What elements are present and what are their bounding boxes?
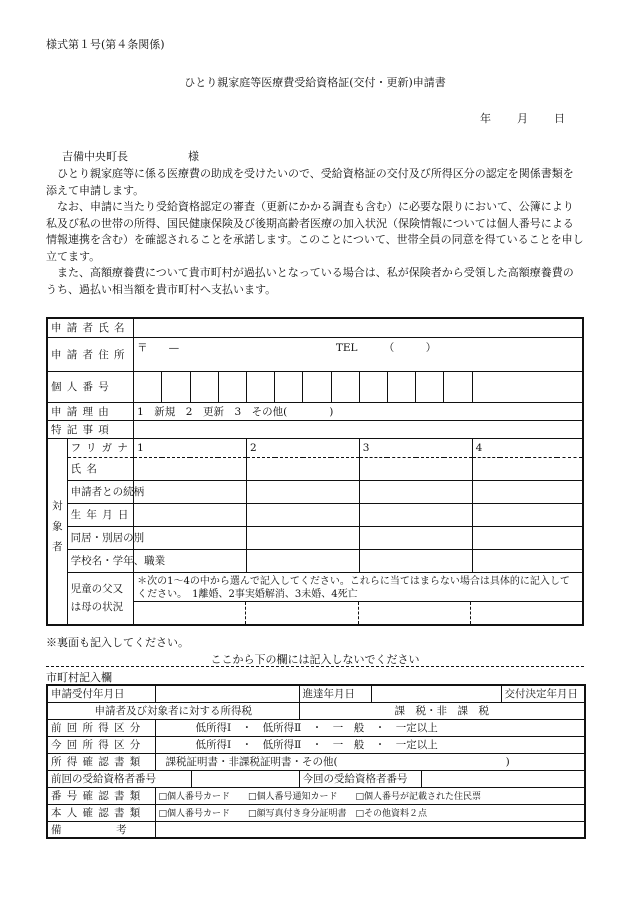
prev-income-options[interactable]: 低所得Ⅰ ・ 低所得Ⅱ ・ 一 般 ・ 一定以上 (155, 719, 585, 736)
residence-1[interactable] (134, 526, 247, 549)
notes-label: 特記事項 (47, 420, 134, 438)
my-number-digit[interactable] (246, 371, 274, 402)
target-name-1[interactable] (134, 457, 247, 480)
applicant-address-label: 申請者住所 (47, 337, 134, 371)
form-title: ひとり親家庭等医療費受給資格証(交付・更新)申請書 (184, 76, 446, 89)
my-number-digit[interactable] (190, 371, 218, 402)
my-number-digit[interactable] (162, 371, 190, 402)
target-name-2[interactable] (246, 457, 359, 480)
birthdate-1[interactable] (134, 503, 247, 526)
relation-3[interactable] (359, 480, 472, 503)
applicant-name-field[interactable] (134, 318, 583, 337)
income-docs-options[interactable]: 課税証明書・非課税証明書・その他( ) (155, 753, 585, 770)
applicant-name-label: 申請者氏名 (47, 318, 134, 337)
parent-status-2[interactable] (246, 602, 358, 624)
residence-3[interactable] (359, 526, 472, 549)
curr-income-label: 今回所得区分 (47, 736, 155, 753)
id-docs-label: 本人確認書類 (47, 804, 155, 821)
relation-label: 申請者との続柄 (67, 480, 133, 503)
tax-status-options[interactable]: 課 税・非 課 税 (299, 702, 585, 719)
birthdate-2[interactable] (246, 503, 359, 526)
school-job-3[interactable] (359, 549, 472, 572)
my-number-digit[interactable] (444, 371, 472, 402)
curr-cert-no-label: 今回の受給資格者番号 (299, 770, 421, 787)
cut-line (46, 666, 584, 667)
furigana-1[interactable]: 1 (134, 438, 247, 457)
id-docs-options[interactable]: □個人番号カード □顔写真付き身分証明書 □その他資料２点 (155, 804, 585, 821)
curr-cert-no-field[interactable] (421, 770, 585, 787)
relation-2[interactable] (246, 480, 359, 503)
residence-label: 同居・別居の別 (67, 526, 133, 549)
prev-cert-no-field[interactable] (191, 770, 299, 787)
parent-status-1[interactable] (134, 602, 246, 624)
my-number-blank (472, 371, 583, 402)
parent-status-label: 児童の父又は母の状況 (67, 572, 133, 625)
prev-cert-no-label: 前回の受給資格者番号 (47, 770, 191, 787)
furigana-4[interactable]: 4 (472, 438, 583, 457)
target-name-label: 氏名 (67, 457, 133, 480)
my-number-digit[interactable] (416, 371, 444, 402)
consent-text: ひとり親家庭等に係る医療費の助成を受けたいので、受給資格証の交付及び所得区分の認定を関係書類を添えて申請します。 なお、申請に当たり受給資格認定の審査（更新にかかる調査も含む）に必要な限りにおいて、公簿により私及び私の世帯の所得、国民健康保険及び後期高齢者医療の加入状況（保険情報については個人番号による情報連携を含む）を確認されることを承諾します。このことについて、世帯全員の同意を得ていることを申し立てます。 また、高額療養費について貴市町村が過払いとなっている場合は、私が保険者から受領した高額療養費のうち、過払い相当額を貴市町村へ支払います。 (46, 167, 584, 296)
progress-date-label: 進達年月日 (299, 685, 371, 702)
target-person-label: 対象者 (47, 438, 67, 625)
my-number-digit[interactable] (303, 371, 331, 402)
parent-status-3[interactable] (359, 602, 471, 624)
prev-income-label: 前回所得区分 (47, 719, 155, 736)
my-number-label: 個人番号 (47, 371, 134, 402)
parent-status-4[interactable] (471, 602, 582, 624)
tel-field: TEL （ ） (335, 341, 437, 354)
reason-label: 申請理由 (47, 402, 134, 420)
residence-4[interactable] (472, 526, 583, 549)
applicant-address-field[interactable] (134, 337, 583, 371)
do-not-fill-note: ここから下の欄には記入しないでください (210, 653, 420, 666)
parent-status-cell (134, 572, 583, 625)
birthdate-3[interactable] (359, 503, 472, 526)
my-number-digit[interactable] (134, 371, 162, 402)
curr-income-options[interactable]: 低所得Ⅰ ・ 低所得Ⅱ ・ 一 般 ・ 一定以上 (155, 736, 585, 753)
office-table (46, 684, 586, 839)
furigana-3[interactable]: 3 (359, 438, 472, 457)
school-job-4[interactable] (472, 549, 583, 572)
issued-date-label: 交付決定年月日 (504, 688, 579, 701)
form-number: 様式第１号(第４条関係) (46, 38, 165, 51)
received-date-label: 申請受付年月日 (47, 685, 155, 702)
mynum-docs-options[interactable]: □個人番号カード □個人番号通知カード □個人番号が記載された住民票 (155, 787, 585, 804)
birthdate-4[interactable] (472, 503, 583, 526)
school-job-label: 学校名・学年、職業 (67, 549, 133, 572)
parent-status-note: ＊次の1〜4の中から選んで記入してください。これらに当てはまらない場合は具体的に記入してください。 1離婚、2事実婚解消、3未婚、4死亡 (137, 575, 570, 600)
relation-4[interactable] (472, 480, 583, 503)
application-table (46, 317, 584, 626)
received-date-field[interactable] (155, 685, 299, 702)
residence-2[interactable] (246, 526, 359, 549)
progress-date-field[interactable] (371, 685, 501, 702)
target-name-4[interactable] (472, 457, 583, 480)
mynum-docs-label: 番号確認書類 (47, 787, 155, 804)
remarks-field[interactable] (155, 821, 585, 838)
target-name-3[interactable] (359, 457, 472, 480)
furigana-label: フリガナ (67, 438, 133, 457)
my-number-digit[interactable] (387, 371, 415, 402)
my-number-digit[interactable] (218, 371, 246, 402)
notes-field[interactable] (134, 420, 583, 438)
school-job-2[interactable] (246, 549, 359, 572)
back-side-note: ※裏面も記入してください。 (46, 636, 189, 649)
postal-mark: 〒 — (137, 341, 180, 354)
remarks-label: 備考 (47, 821, 155, 838)
my-number-digit[interactable] (359, 371, 387, 402)
birthdate-label: 生年月日 (67, 503, 133, 526)
furigana-2[interactable]: 2 (246, 438, 359, 457)
relation-1[interactable] (134, 480, 247, 503)
office-section-label: 市町村記入欄 (46, 671, 112, 684)
issued-date-group (501, 685, 585, 702)
income-docs-label: 所得確認書類 (47, 753, 155, 770)
my-number-digit[interactable] (275, 371, 303, 402)
income-tax-label: 申請者及び対象者に対する所得税 (47, 702, 299, 719)
date-line: 年 月 日 (480, 112, 565, 125)
my-number-digit[interactable] (331, 371, 359, 402)
addressee: 吉備中央町長 様 (62, 150, 199, 163)
reason-options[interactable]: 1 新規 2 更新 3 その他( ) (134, 402, 583, 420)
